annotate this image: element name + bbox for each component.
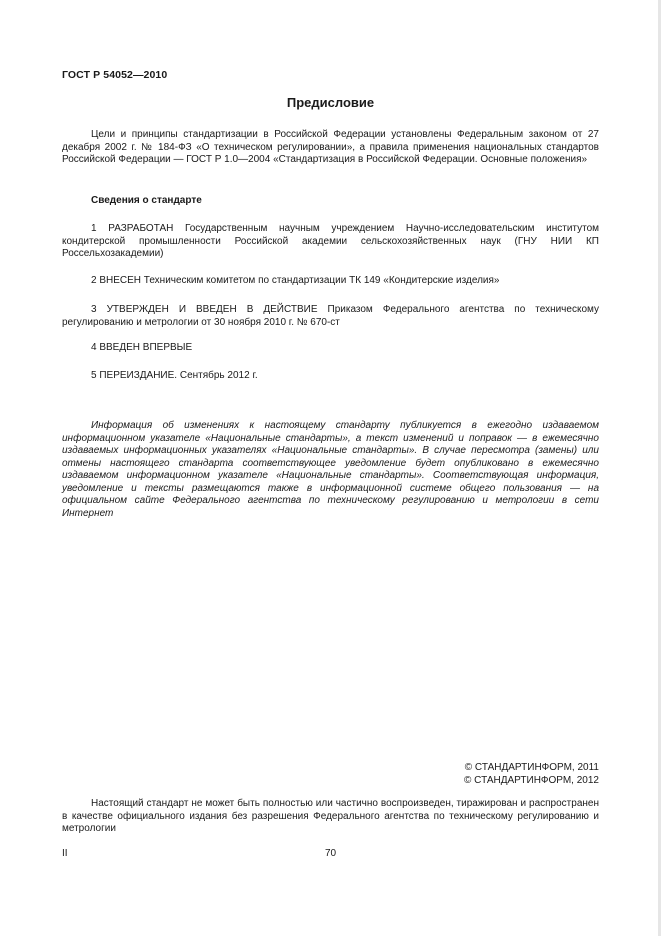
page-number: 70 [324,848,337,859]
item-reissue: 5 ПЕРЕИЗДАНИЕ. Сентябрь 2012 г. [91,370,258,381]
intro-paragraph: Цели и принципы стандартизации в Российской Федерации установлены Федеральным законом от 27 декабря 2002 г. № 184-ФЗ «О техническом регулировании», а правила применения национальных стандартов Российской Федерации — ГОСТ Р 1.0—2004 «Стандартизация в Российской Федерации. Основные положения» [62,129,599,165]
info-notice: Информация об изменениях к настоящему стандарту публикуется в ежегодно издаваемом информационном указателе «Национальные стандарты», а текст изменений и поправок — в ежемесячно издаваемых информационных указателях «Национальные стандарты». В случае пересмотра (замены) или отмены настоящего стандарта соответствующее уведомление будет опубликовано в ежемесячно издаваемом информационном указателе «Национальные стандарты». Соответствующая информация, уведомление и тексты размещаются также в информационной системе общего пользования — на официальном сайте Федерального агентства по техническому регулированию и метрологии в сети Интернет [62,420,599,519]
page-title: Предисловие [286,95,375,110]
item-approved: 3 УТВЕРЖДЕН И ВВЕДЕН В ДЕЙСТВИЕ Приказом Федерального агентства по техническому регулированию и метрологии от 30 ноября 2010 г. № 670-ст [62,304,599,328]
copyright-line: © СТАНДАРТИНФОРМ, 2011 [464,762,599,773]
item-introduced: 2 ВНЕСЕН Техническим комитетом по стандартизации ТК 149 «Кондитерские изделия» [91,275,500,286]
document-code: ГОСТ Р 54052—2010 [62,69,168,81]
copyright-block [464,761,599,787]
reproduction-notice: Настоящий стандарт не может быть полностью или частично воспроизведен, тиражирован и распространен в качестве официального издания без разрешения Федерального агентства по техническому регулированию и метрологии [62,798,599,834]
item-first-introduced: 4 ВВЕДЕН ВПЕРВЫЕ [91,342,193,353]
copyright-line: © СТАНДАРТИНФОРМ, 2012 [464,775,599,786]
section-subheading: Сведения о стандарте [91,195,202,206]
roman-page-number: II [62,848,68,859]
item-developed: 1 РАЗРАБОТАН Государственным научным учреждением Научно-исследовательским институтом кондитерской промышленности Российской академии сельскохозяйственных наук (ГНУ НИИ КП Россельхозакадемии) [62,223,599,259]
